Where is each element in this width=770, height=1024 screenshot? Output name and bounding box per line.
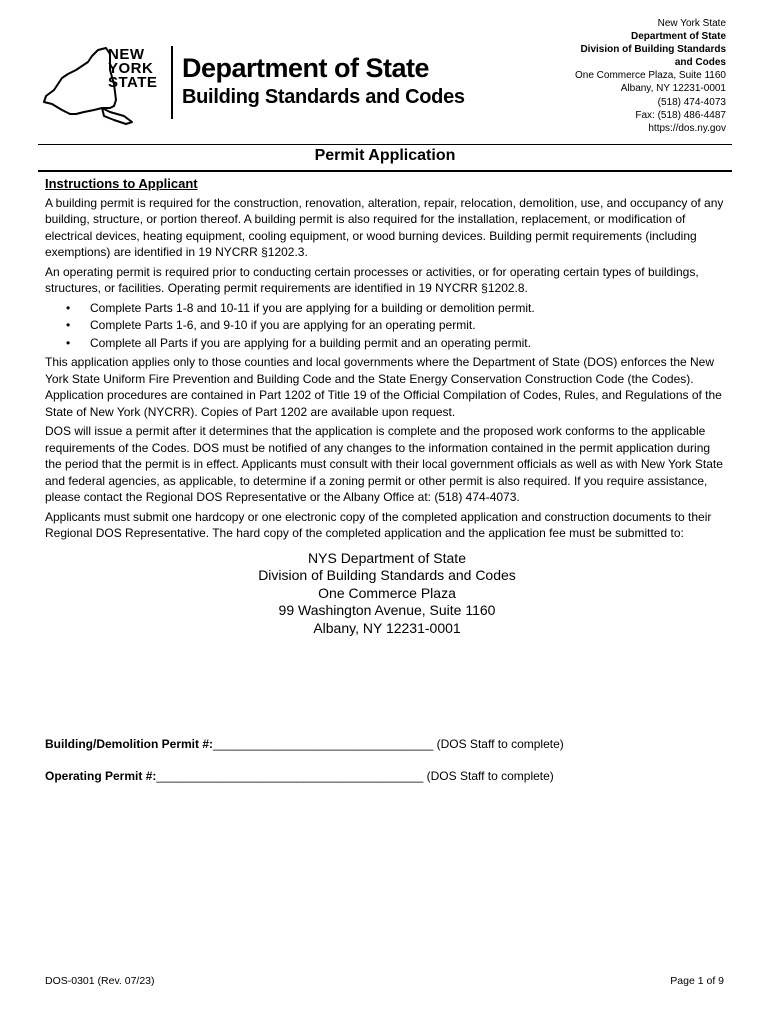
form-number: DOS-0301 (Rev. 07/23) (45, 975, 155, 987)
instructions-paragraph: Applicants must submit one hardcopy or one electronic copy of the completed application and construction documents to their Regional DOS Representative. The hard copy of the completed application and the application fee must be submitted to: (45, 509, 712, 540)
address-line: One Commerce Plaza, Suite 1160 (574, 70, 726, 82)
logo-line: YORK (108, 60, 154, 77)
instructions-bullet-list (45, 300, 729, 352)
website-link[interactable]: https://dos.ny.gov (648, 122, 726, 134)
operating-permit-note: (DOS Staff to complete) (423, 769, 554, 783)
address-line: Division of Building Standards (580, 44, 726, 56)
instructions-paragraph: DOS will issue a permit after it determines that the application is complete and the proposed work conforms to the applicable requirements of the Codes. DOS must be notified of any changes to the information contained in the permit application during the period that the permit is in effect. Applicants must consult with their local government officials as well as with New York State and federal agencies, as applicable, to determine if a zoning permit or other permit is also required. If you require assistance, please contact the Regional DOS Representative or the Albany Office at: (518) 474-4073. (45, 424, 723, 504)
mailing-address-line: Albany, NY 12231-0001 (313, 619, 461, 636)
department-title: Department of State (182, 53, 430, 83)
division-title: Building Standards and Codes (182, 86, 465, 108)
logo-line: NEW (108, 46, 145, 63)
list-item: • Complete Parts 1-6, and 9-10 if you are applying for an operating permit. (90, 317, 729, 334)
address-line: Department of State (630, 31, 726, 43)
building-permit-field[interactable] (45, 737, 564, 751)
office-address-block (575, 17, 726, 135)
mailing-address-line: 99 Washington Avenue, Suite 1160 (278, 602, 496, 618)
instructions-section (45, 176, 729, 637)
building-permit-label: Building/Demolition Permit #: (45, 737, 214, 751)
instructions-paragraph: A building permit is required for the construction, renovation, alteration, repair, relocation, demolition, use, and occupancy of any building, structure, or portion thereof. A building permit is also required for the installation, replacement, or modification of electrical devices, heating equipment, cooling equipment, or wood burning devices. Building permit requirements (including exemptions) are identified in 19 NYCRR §1202.3. (45, 195, 724, 259)
address-line: and Codes (674, 57, 726, 69)
list-item: • Complete all Parts if you are applying for a building permit and an operating permit. (90, 335, 729, 352)
instructions-paragraph: An operating permit is required prior to conducting certain processes or activities, or for operating certain types of buildings, structures, or facilities. Operating permit requirements are identified in 19 NYCRR §1202.8. (45, 264, 699, 295)
operating-permit-label: Operating Permit #: (45, 769, 157, 783)
operating-permit-blank[interactable]: ________________________________________ (156, 769, 424, 783)
instructions-paragraph: This application applies only to those counties and local governments where the Department of State (DOS) enforces the New York State Uniform Fire Prevention and Building Code and the State Energy Conservation Construction Code (the Codes). Application procedures are contained in Part 1202 of Title 19 of the Official Compilation of Codes, Rules, and Regulations of the State of New York (NYCRR). Copies of Part 1202 are available upon request. (45, 355, 722, 419)
fax-number: Fax: (518) 486-4487 (635, 109, 726, 121)
title-rule-bottom (38, 170, 732, 172)
page-number: Page 1 of 9 (670, 975, 724, 987)
mailing-address-line: Division of Building Standards and Codes (258, 567, 516, 583)
title-rule-top (38, 144, 732, 145)
mailing-address-line: NYS Department of State (308, 549, 466, 566)
logo-line: STATE (108, 74, 158, 91)
building-permit-note: (DOS Staff to complete) (433, 737, 564, 751)
mailing-address-line: One Commerce Plaza (318, 584, 456, 601)
list-item: • Complete Parts 1-8 and 10-11 if you are applying for a building or demolition permit. (90, 300, 729, 317)
mailing-address (45, 550, 729, 638)
operating-permit-field[interactable] (45, 769, 554, 783)
form-title: Permit Application (314, 147, 456, 164)
logo-divider (171, 46, 173, 119)
phone-number: (518) 474-4073 (657, 96, 726, 108)
building-permit-blank[interactable]: _________________________________ (213, 737, 434, 751)
ny-state-logo (40, 44, 180, 128)
instructions-heading: Instructions to Applicant (45, 176, 198, 191)
address-line: New York State (657, 18, 726, 29)
logo-wordmark (108, 48, 157, 90)
address-line: Albany, NY 12231-0001 (620, 83, 726, 95)
